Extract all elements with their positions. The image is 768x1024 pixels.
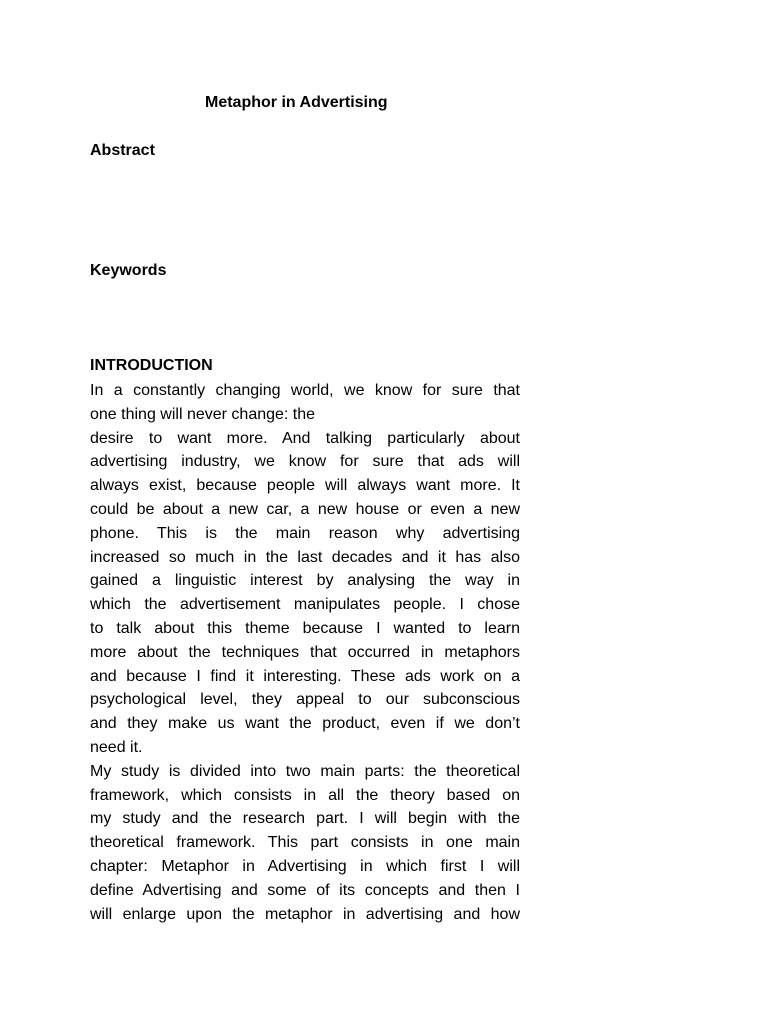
- paragraph-line: theoretical framework. This part consists in one main: [90, 834, 520, 852]
- paragraph-line: phone. This is the main reason why advertising: [90, 524, 520, 542]
- keywords-heading: Keywords: [90, 262, 167, 279]
- paragraph-line: gained a linguistic interest by analysing the way in: [90, 572, 520, 590]
- paragraph-line: psychological level, they appeal to our subconscious: [90, 691, 520, 709]
- paragraph-line: my study and the research part. I will begin with the: [90, 810, 520, 828]
- paragraph-line: framework, which consists in all the theory based on: [90, 786, 520, 804]
- paragraph-line: My study is divided into two main parts: the theoretical: [90, 762, 520, 780]
- paragraph-1: [90, 379, 520, 760]
- introduction-body: [90, 379, 520, 926]
- abstract-heading: Abstract: [90, 142, 155, 159]
- paragraph-line: In a constantly changing world, we know for sure that: [90, 382, 520, 399]
- paragraph-line: increased so much in the last decades and it has also: [90, 548, 520, 566]
- paragraph-line: and they make us want the product, even if we don’t: [90, 715, 520, 733]
- paragraph-line: define Advertising and some of its concepts and then I: [90, 881, 520, 899]
- paragraph-2: [90, 760, 520, 927]
- document-title: Metaphor in Advertising: [205, 94, 388, 111]
- paragraph-line: desire to want more. And talking particularly about: [90, 429, 520, 447]
- introduction-heading: INTRODUCTION: [90, 357, 213, 374]
- paragraph-line: will enlarge upon the metaphor in advertising and how: [90, 905, 520, 923]
- paragraph-line: chapter: Metaphor in Advertising in which first I will: [90, 857, 520, 875]
- paragraph-line: which the advertisement manipulates people. I chose: [90, 596, 520, 614]
- paragraph-line: to talk about this theme because I wanted to learn: [90, 619, 520, 637]
- paragraph-line: more about the techniques that occurred in metaphors: [90, 643, 520, 661]
- paragraph-line: advertising industry, we know for sure that ads will: [90, 453, 520, 471]
- paragraph-line: could be about a new car, a new house or even a new: [90, 500, 520, 518]
- paragraph-line: one thing will never change: the: [90, 405, 316, 423]
- paragraph-line: and because I find it interesting. These ads work on a: [90, 667, 520, 685]
- paragraph-line: need it.: [90, 738, 143, 756]
- paragraph-line: always exist, because people will always want more. It: [90, 477, 520, 495]
